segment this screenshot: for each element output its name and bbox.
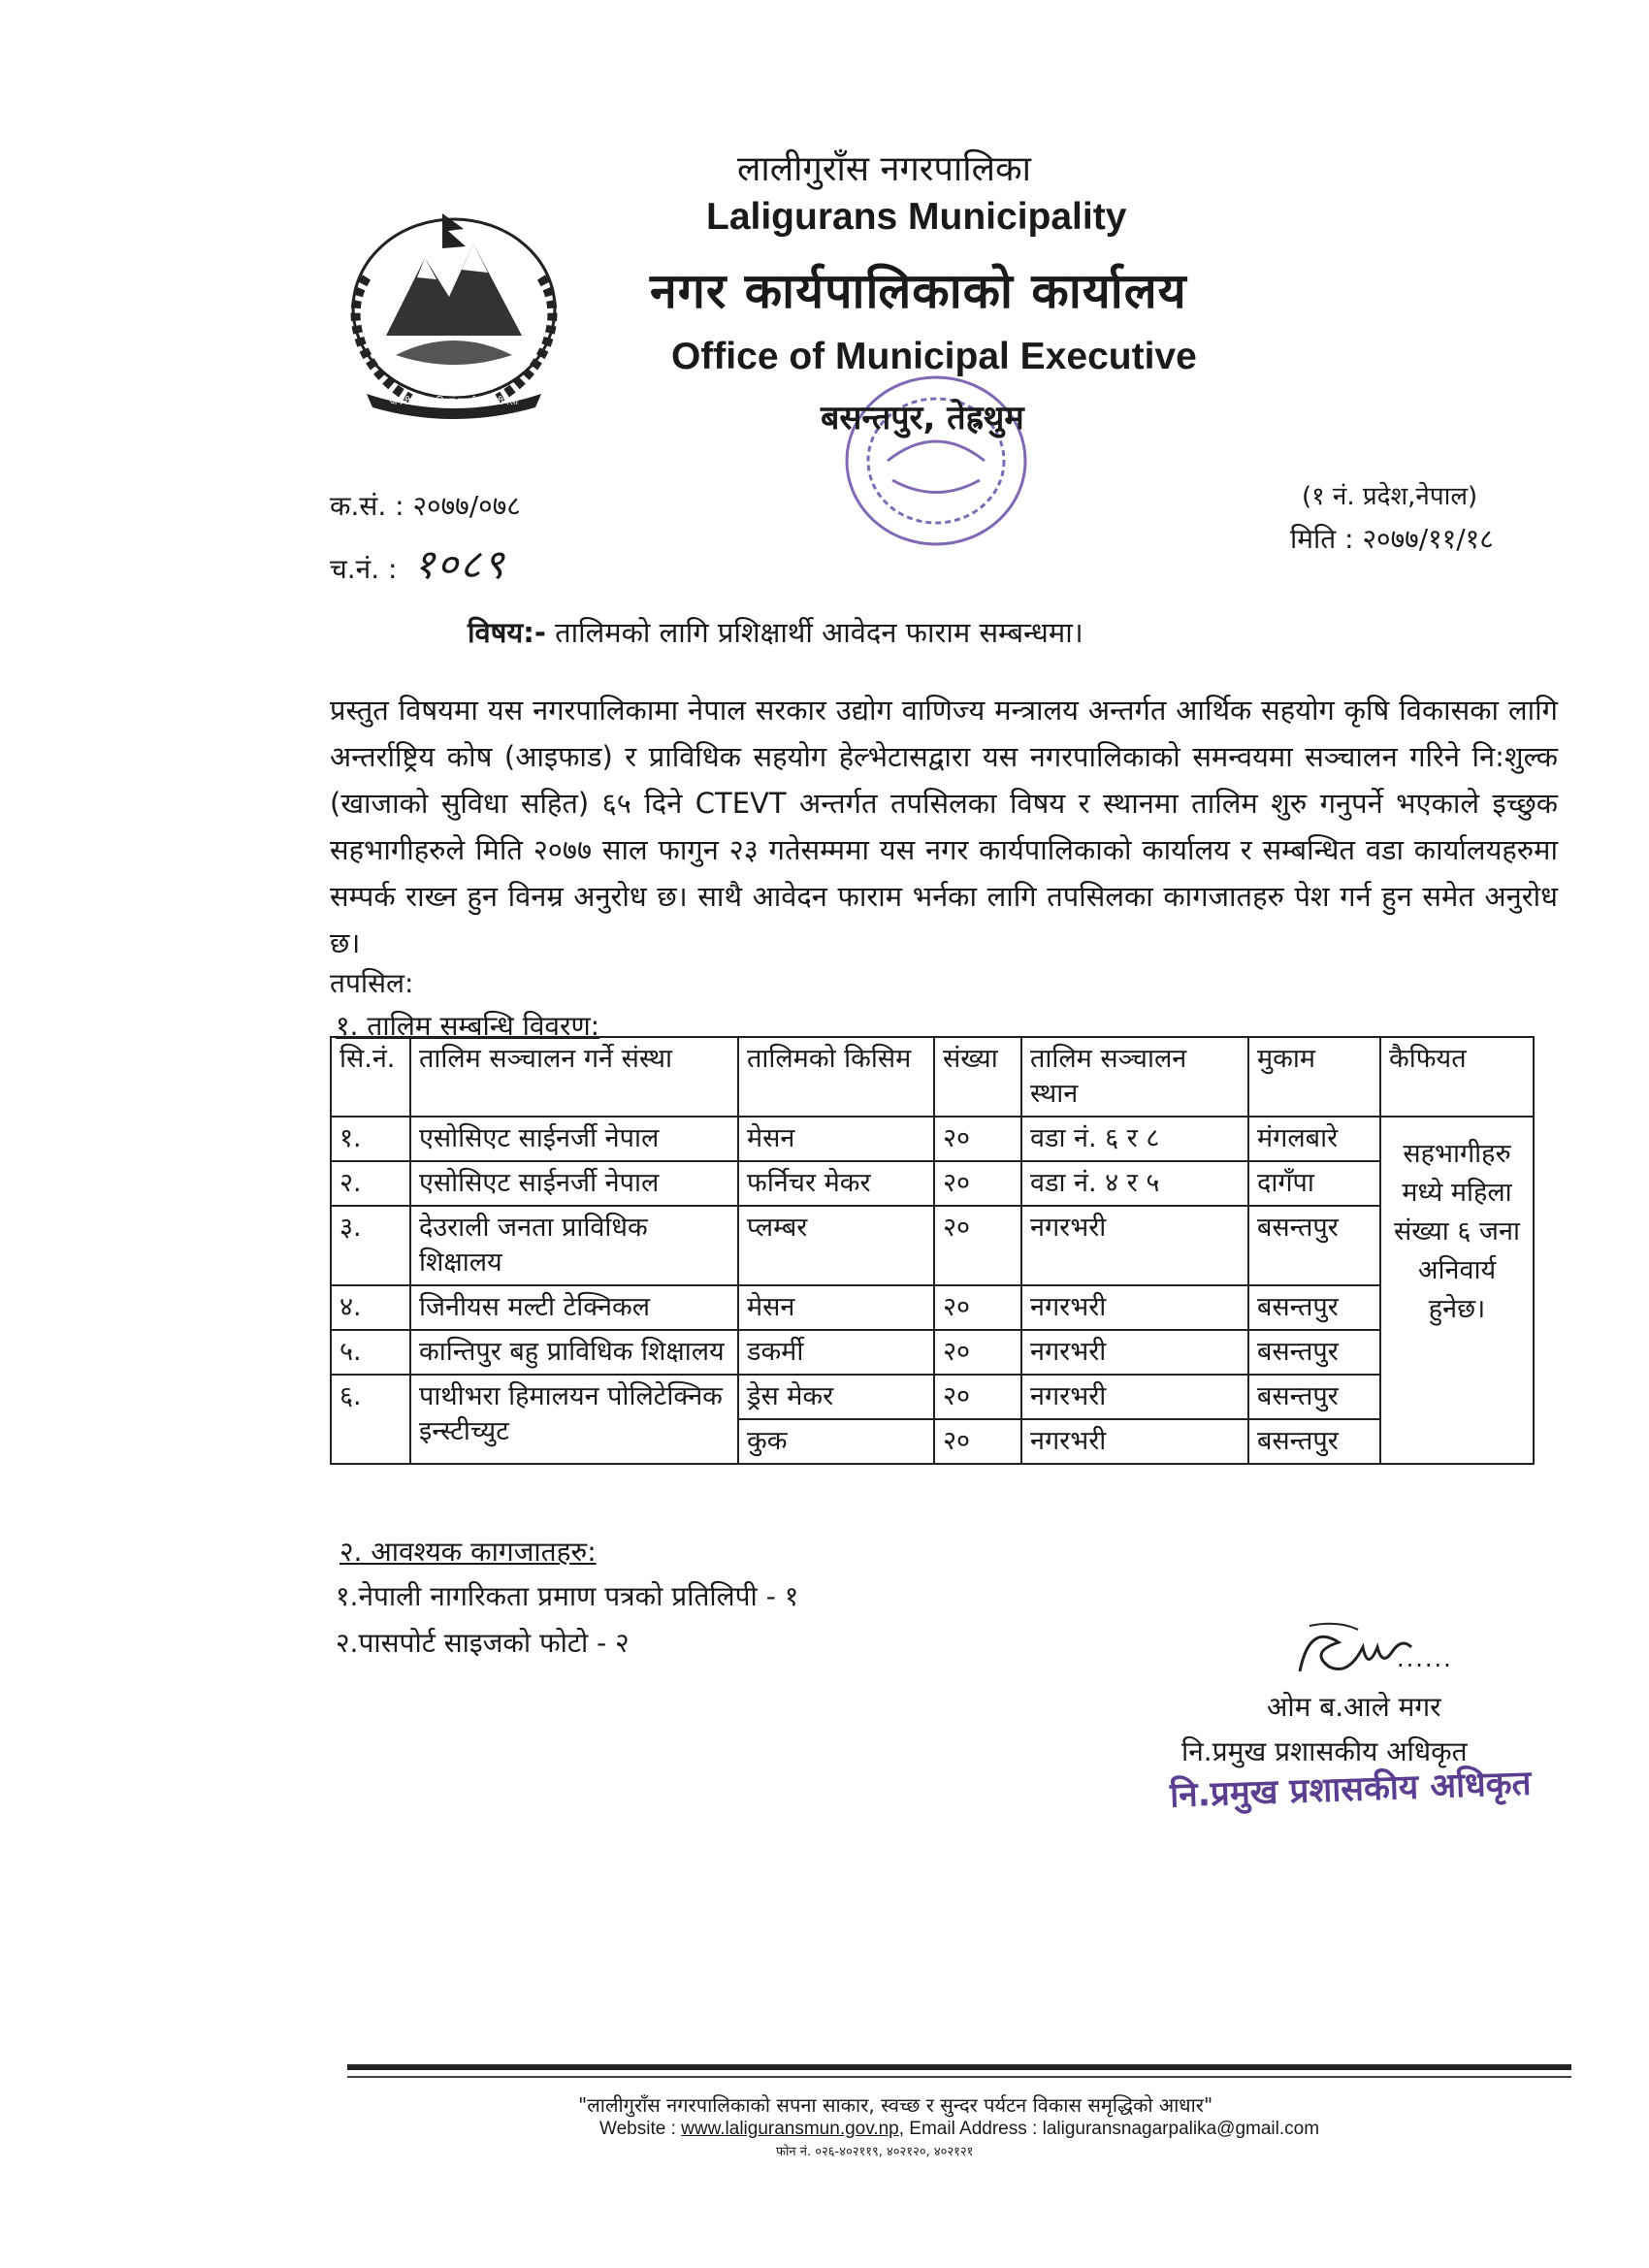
col-header-training-type: तालिमको किसिम [738, 1037, 934, 1117]
cell-count: २० [934, 1161, 1021, 1206]
table-row [331, 1117, 1534, 1161]
cell-venue: मंगलबारे [1248, 1117, 1380, 1161]
header-nepali-office: नगर कार्यपालिकाको कार्यालय [650, 263, 1187, 319]
col-header-count: संख्या [934, 1037, 1021, 1117]
website-link[interactable]: www.laliguransmun.gov.np [681, 2119, 899, 2139]
website-label: Website : [599, 2119, 676, 2139]
tapasil-label: तपसिल: [330, 967, 414, 999]
cell-remarks: सहभागीहरु मध्ये महिला संख्या ६ जना अनिवार्य हुनेछ। [1380, 1117, 1534, 1464]
document-item: १.नेपाली नागरिकता प्रमाण पत्रको प्रतिलिपी - १ [336, 1580, 799, 1612]
dispatch-number: १०८९ [413, 540, 506, 588]
table-row [331, 1285, 1534, 1330]
footer-rule [347, 2064, 1571, 2070]
cell-institution: देउराली जनता प्राविधिक शिक्षालय [410, 1206, 738, 1285]
header-english-office: Office of Municipal Executive [671, 336, 1197, 377]
province: (१ नं. प्रदेश,नेपाल) [1302, 482, 1478, 511]
footer-motto: "लालीगुराँस नगरपालिकाको सपना साकार, स्वच्छ र सुन्दर पर्यटन विकास समृद्धिको आधार" [578, 2093, 1213, 2117]
cell-location: नगरभरी [1021, 1375, 1248, 1419]
cell-venue: बसन्तपुर [1248, 1419, 1380, 1464]
cell-venue: दागँपा [1248, 1161, 1380, 1206]
email-label: , Email Address : [898, 2119, 1038, 2139]
nepal-emblem-icon [328, 190, 580, 423]
cell-institution: पाथीभरा हिमालयन पोलिटेक्निक इन्स्टीच्युट [410, 1375, 738, 1464]
emblem-caption: जननी जन्मभूमिश्च स्वर्गादपि गरीयसी [389, 397, 519, 407]
section1-title: १. तालिम सम्बन्धि विवरण: [336, 1010, 600, 1042]
cell-training-type: ड्रेस मेकर [738, 1375, 934, 1419]
table-row [331, 1161, 1534, 1206]
cell-count: २० [934, 1419, 1021, 1464]
cell-location: नगरभरी [1021, 1419, 1248, 1464]
cell-institution: एसोसिएट साईनर्जी नेपाल [410, 1161, 738, 1206]
col-header-remarks: कैफियत [1380, 1037, 1534, 1117]
cell-sn: ६. [331, 1375, 410, 1464]
header-address: बसन्तपुर, तेह्रथुम [821, 399, 1024, 437]
cell-training-type: फर्निचर मेकर [738, 1161, 934, 1206]
table-row [331, 1330, 1534, 1375]
table-row [331, 1375, 1534, 1419]
cell-sn: ४. [331, 1285, 410, 1330]
cell-count: २० [934, 1206, 1021, 1285]
cell-venue: बसन्तपुर [1248, 1375, 1380, 1419]
cell-sn: २. [331, 1161, 410, 1206]
cell-venue: बसन्तपुर [1248, 1206, 1380, 1285]
cell-training-type: डकर्मी [738, 1330, 934, 1375]
cell-count: २० [934, 1117, 1021, 1161]
cell-count: २० [934, 1375, 1021, 1419]
table-row [331, 1206, 1534, 1285]
cell-location: वडा नं. ६ र ८ [1021, 1117, 1248, 1161]
cell-training-type: कुक [738, 1419, 934, 1464]
cell-institution: एसोसिएट साईनर्जी नेपाल [410, 1117, 738, 1161]
signature-dots: ...... [1397, 1645, 1453, 1672]
cell-sn: ३. [331, 1206, 410, 1285]
col-header-location: तालिम सञ्चालन स्थान [1021, 1037, 1248, 1117]
fiscal-year-label: क.सं. : [330, 490, 404, 522]
signatory-title-stamp: नि.प्रमुख प्रशासकीय अधिकृत [1169, 1764, 1533, 1816]
letter-date [1290, 520, 1494, 557]
cell-sn: ५. [331, 1330, 410, 1375]
subject-line [468, 613, 1083, 651]
cell-venue: बसन्तपुर [1248, 1285, 1380, 1330]
cell-location: नगरभरी [1021, 1285, 1248, 1330]
cell-training-type: मेसन [738, 1117, 934, 1161]
dispatch-number-ref [330, 535, 506, 591]
cell-training-type: मेसन [738, 1285, 934, 1330]
header-nepali-name: लालीगुराँस नगरपालिका [737, 149, 1032, 189]
cell-institution: जिनीयस मल्टी टेक्निकल [410, 1285, 738, 1330]
cell-training-type: प्लम्बर [738, 1206, 934, 1285]
fiscal-year-value: २०७७/०७८ [412, 490, 521, 522]
subject-text: तालिमको लागि प्रशिक्षार्थी आवेदन फाराम सम्बन्धमा। [555, 616, 1083, 649]
document-item: २.पासपोर्ट साइजको फोटो - २ [336, 1627, 630, 1659]
cell-location: नगरभरी [1021, 1330, 1248, 1375]
col-header-institution: तालिम सञ्चालन गर्ने संस्था [410, 1037, 738, 1117]
header-english-name: Laligurans Municipality [706, 196, 1127, 238]
dispatch-label: च.नं. : [330, 553, 398, 585]
cell-institution: कान्तिपुर बहु प्राविधिक शिक्षालय [410, 1330, 738, 1375]
cell-venue: बसन्तपुर [1248, 1330, 1380, 1375]
table-header-row [331, 1037, 1534, 1117]
cell-location: वडा नं. ४ र ५ [1021, 1161, 1248, 1206]
fiscal-year-ref [330, 487, 521, 524]
cell-location: नगरभरी [1021, 1206, 1248, 1285]
signatory-name: ओम ब.आले मगर [1267, 1691, 1441, 1723]
subject-label: विषय:- [468, 616, 546, 649]
training-table [330, 1036, 1535, 1465]
footer-rule-thin [347, 2076, 1571, 2078]
section2-title: २. आवश्यक कागजातहरु: [340, 1536, 597, 1568]
date-value: २०७७/११/१८ [1362, 523, 1494, 555]
cell-sn: १. [331, 1117, 410, 1161]
footer-phone: फोन नं. ०२६-४०२११९, ४०२१२०, ४०२१२१ [776, 2145, 974, 2159]
footer-contact [599, 2119, 1319, 2140]
col-header-sn: सि.नं. [331, 1037, 410, 1117]
col-header-venue: मुकाम [1248, 1037, 1380, 1117]
body-paragraph: प्रस्तुत विषयमा यस नगरपालिकामा नेपाल सरकार उद्योग वाणिज्य मन्त्रालय अन्तर्गत आर्थिक सहयोग कृषि विकासका लागि अन्तर्राष्ट्रिय कोष (आइफाड) र प्राविधिक सहयोग हेल्भेटासद्वारा यस नगरपालिकाको समन्वयमा सञ्चालन गरिने नि:शुल्क (खाजाको सुविधा सहित) ६५ दिने CTEVT अन्तर्गत तपसिलका विषय र स्थानमा तालिम शुरु गनुपर्ने भएकाले इच्छुक सहभागीहरुले मिति २०७७ साल फागुन २३ गतेसम्ममा यस नगर कार्यपालिकाको कार्यालय र सम्बन्धित वडा कार्यालयहरुमा सम्पर्क राख्न हुन विनम्र अनुरोध छ। साथै आवेदन फाराम भर्नका लागि तपसिलका कागजातहरु पेश गर्न हुन समेत अनुरोध छ। [330, 694, 1558, 959]
cell-count: २० [934, 1330, 1021, 1375]
cell-count: २० [934, 1285, 1021, 1330]
signatory-title: नि.प्रमुख प्रशासकीय अधिकृत [1181, 1735, 1468, 1767]
email-address[interactable]: laliguransnagarpalika@gmail.com [1042, 2119, 1320, 2139]
date-label: मिति : [1290, 523, 1354, 555]
